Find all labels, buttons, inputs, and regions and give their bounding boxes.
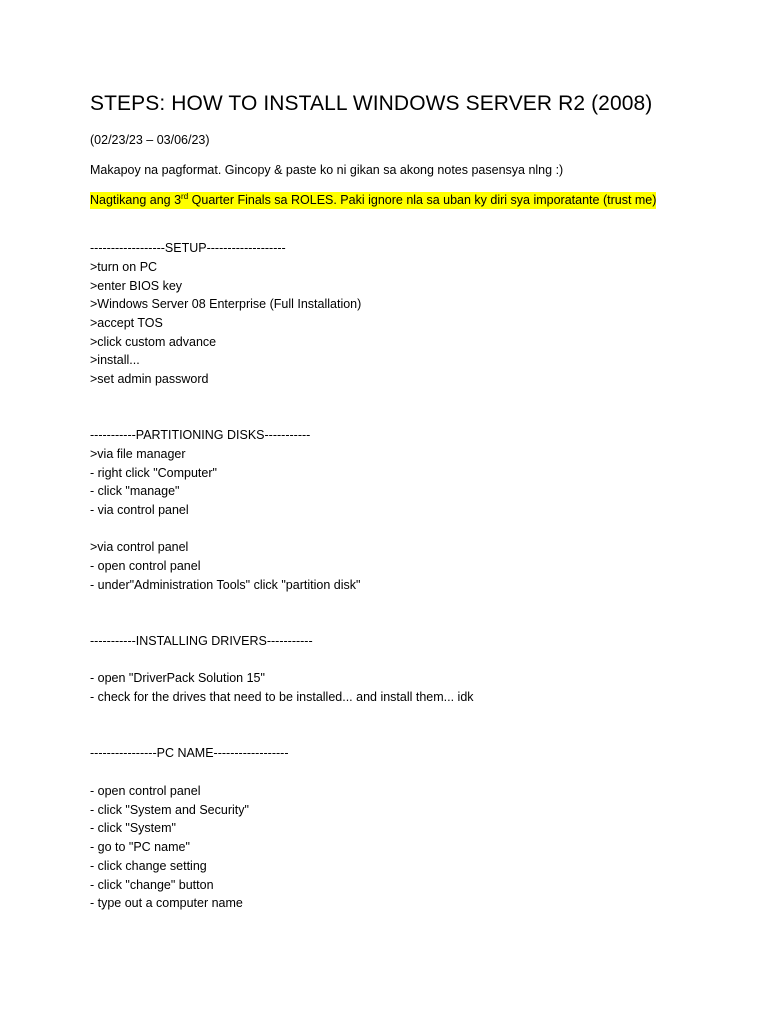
highlight-span bbox=[90, 192, 656, 209]
highlighted-note bbox=[90, 193, 656, 207]
partitioning-step: - via control panel bbox=[90, 503, 189, 517]
pcname-step: - type out a computer name bbox=[90, 896, 243, 910]
drivers-step: - open "DriverPack Solution 15" bbox=[90, 671, 265, 685]
partitioning-step: - under"Administration Tools" click "partition disk" bbox=[90, 578, 361, 592]
pcname-step: - click "System and Security" bbox=[90, 803, 249, 817]
setup-step: >enter BIOS key bbox=[90, 279, 183, 293]
partitioning-step: - open control panel bbox=[90, 559, 201, 573]
pcname-step: - go to "PC name" bbox=[90, 840, 190, 854]
highlight-before: Nagtikang ang 3 bbox=[90, 193, 182, 207]
highlight-superscript: rd bbox=[181, 192, 189, 201]
pcname-step: - click change setting bbox=[90, 859, 207, 873]
author-note: Makapoy na pagformat. Gincopy & paste ko ni gikan sa akong notes pasensya nlng :) bbox=[90, 163, 564, 177]
pcname-step: - click "change" button bbox=[90, 878, 214, 892]
section-header-partitioning: -----------PARTITIONING DISKS----------- bbox=[90, 428, 311, 442]
partitioning-step: - click "manage" bbox=[90, 484, 180, 498]
setup-step: >accept TOS bbox=[90, 316, 163, 330]
partitioning-step: >via control panel bbox=[90, 540, 189, 554]
drivers-step: - check for the drives that need to be installed... and install them... idk bbox=[90, 690, 474, 704]
setup-step: >Windows Server 08 Enterprise (Full Installation) bbox=[90, 297, 362, 311]
pcname-step: - click "System" bbox=[90, 821, 176, 835]
document-title: STEPS: HOW TO INSTALL WINDOWS SERVER R2 (2008) bbox=[90, 92, 653, 115]
section-header-pcname: ----------------PC NAME------------------ bbox=[90, 746, 289, 760]
setup-step: >install... bbox=[90, 353, 140, 367]
section-header-drivers: -----------INSTALLING DRIVERS----------- bbox=[90, 634, 313, 648]
highlight-after: Quarter Finals sa ROLES. Paki ignore nla sa uban ky diri sya imporatante (trust me) bbox=[188, 193, 657, 207]
setup-step: >click custom advance bbox=[90, 335, 217, 349]
partitioning-step: - right click "Computer" bbox=[90, 466, 217, 480]
setup-step: >set admin password bbox=[90, 372, 209, 386]
setup-step: >turn on PC bbox=[90, 260, 158, 274]
date-range: (02/23/23 – 03/06/23) bbox=[90, 133, 210, 147]
partitioning-step: >via file manager bbox=[90, 447, 186, 461]
section-header-setup: ------------------SETUP------------------- bbox=[90, 241, 286, 255]
pcname-step: - open control panel bbox=[90, 784, 201, 798]
